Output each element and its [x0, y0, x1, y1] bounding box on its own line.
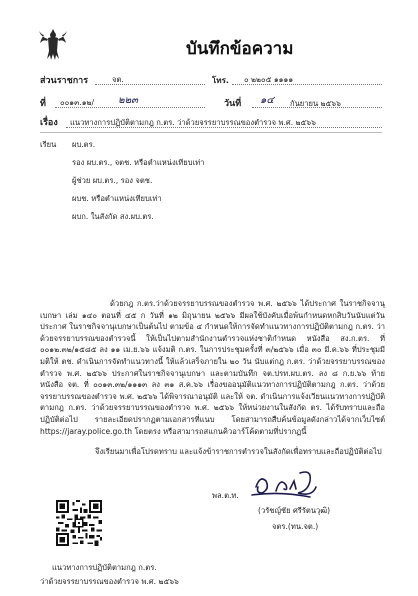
- agency-dotted-line: [95, 84, 205, 85]
- to-label: เรียน: [40, 140, 57, 149]
- date-day: ๑๔: [260, 95, 274, 106]
- to-line-2: รอง ผบ.ตร., จตช. หรือตำแหน่งเทียบเท่า: [72, 158, 205, 167]
- body-paragraph: ด้วยกฎ ก.ตร.ว่าด้วยจรรยาบรรณของตำรวจ พ.ศ. ๒๕๖๖ ได้ประกาศ ในราชกิจจานุเบกษา เล่ม ๑๔๐ ตอนที่ ๔๕ ก วันที่ ๑๒ มิถุนายน ๒๕๖๖ มีผลใช้บังคับเมื่อพ้นกำหนดหกสิบวันนับแต่วันประกาศ ในราชกิจจานุเบกษาเป็นต้นไป ตามข้อ ๔ กำหนดให้การจัดทำแนวทางการปฏิบัติตามกฎ ก.ตร. ว่าด้วยจรรยาบรรณของตำรวจนี้ ให้เป็นไปตามสำนักงานตำรวจแห่งชาติกำหนด หนังสือ สง.ก.ตร. ที่ ๐๐๑๒.๓๒/๑๕๘๕ ลง ๑๑ เม.ย.๖๖ แจ้งมติ ก.ตร. ในการประชุมครั้งที่ ๓/๒๕๖๖ เมื่อ ๓๐ มี.ค.๖๖ ที่ประชุมมีมติให้ ตช. ดำเนินการจัดทำแนวทางนี้ ให้แล้วเสร็จภายใน ๒๐ วัน นับแต่กฎ ก.ตร. ว่าด้วยจรรยาบรรณของตำรวจ พ.ศ. ๒๕๖๖ ประกาศในราชกิจจานุเบกษา และตามบันทึก จต.ปรท.ผบ.ตร. ลง ๘ ก.ย.๖๖ ท้ายหนังสือ จต. ที่ ๐๐๑๓.๓๒/๑๑๑๓ ลง ๓๑ ส.ค.๖๖ เรื่องขออนุมัติแนวทางการปฏิบัติตามกฎ ก.ตร. ว่าด้วยจรรยาบรรณของตำรวจ พ.ศ. ๒๕๖๖ ได้พิจารณาอนุมัติ และให้ จต. ดำเนินการแจ้งเวียนแนวทางการปฏิบัติตามกฎ ก.ตร. ว่าด้วยจรรยาบรรณของตำรวจ พ.ศ. ๒๕๖๖ ให้หน่วยงานในสังกัด ตร. ได้รับทราบและถือปฏิบัติต่อไป รายละเอียดปรากฏตามเอกสารที่แนบ โดยสามารถสืบค้นข้อมูลดังกล่าวได้จากเว็บไซต์ https://jaray.police.go.th โดยตรง หรือสามารถสแกนคิวอาร์โค้ดตามที่ปรากฏนี้: [40, 299, 385, 436]
- garuda-emblem-icon: [38, 27, 68, 63]
- number-handwritten: ๒๒๓: [118, 95, 139, 106]
- memo-title: บันทึกข้อความ: [186, 39, 294, 59]
- phone-value: ๐ ๒๒๐๕ ๑๑๑๑: [244, 75, 294, 84]
- subject-text: แนวทางการปฏิบัติตามกฎ ก.ตร. ว่าด้วยจรรยาบรรณของตำรวจ พ.ศ. ๒๕๖๖: [70, 118, 316, 127]
- subject-label: เรื่อง: [40, 118, 58, 128]
- phone-dotted-line: [232, 84, 382, 85]
- memo-body: [40, 298, 385, 437]
- number-value: ๐๐๑๓.๑๒/: [60, 98, 95, 107]
- phone-label: โทร.: [212, 76, 229, 85]
- signer-rank: พล.ต.ท.: [212, 491, 239, 500]
- date-dotted-line: [252, 107, 382, 108]
- header-rule: [40, 132, 382, 133]
- date-rest: กันยายน ๒๕๖๖: [290, 99, 341, 108]
- handwritten-signature: [250, 467, 320, 501]
- to-line-1: ผบ.ตร.: [72, 140, 96, 149]
- date-label: วันที่: [224, 99, 242, 109]
- number-label: ที่: [40, 99, 46, 109]
- qr-code-icon: [56, 500, 102, 546]
- signer-name: (วรัชญ์ชัย ศรีรัตนวุฒิ): [258, 506, 331, 515]
- footer-line-1: แนวทางการปฏิบัติตามกฎ ก.ตร.: [52, 563, 157, 572]
- to-line-3: ผู้ช่วย ผบ.ตร., รอง จตช.: [72, 176, 153, 185]
- closing-line: จึงเรียนมาเพื่อโปรดทราบ และแจ้งข้าราชการตำรวจในสังกัดเพื่อทราบและถือปฏิบัติต่อไป: [95, 447, 382, 456]
- agency-label: ส่วนราชการ: [40, 76, 89, 86]
- footer-line-2: ว่าด้วยจรรยาบรรณของตำรวจ พ.ศ. ๒๕๖๖: [40, 577, 179, 586]
- number-dotted-line: [55, 107, 205, 108]
- agency-value: จต.: [112, 75, 124, 84]
- to-line-4: ผบช. หรือตำแหน่งเทียบเท่า: [72, 194, 162, 203]
- subject-dotted-line: [66, 127, 382, 128]
- signer-position: จตร.(ทน.จต.): [272, 522, 319, 531]
- to-line-5: ผบก. ในสังกัด สง.ผบ.ตร.: [72, 212, 154, 221]
